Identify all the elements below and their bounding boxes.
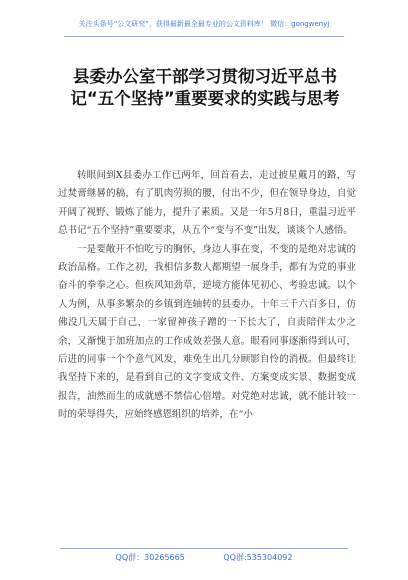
document-title: 县委办公室干部学习贯彻习近平总书记“五个坚持”重要要求的实践与思考	[70, 67, 340, 108]
footer-qq-group-2: QQ群:535304092	[223, 553, 293, 562]
header-divider	[64, 36, 344, 37]
footer-qq-group-1: QQ群：30265665	[115, 553, 185, 562]
paragraph: 一是要敞开不怕吃亏的胸怀，身边人事在变，不变的是绝对忠诚的政治品格。工作之初，我相信多数人都期望一展身手，都有为党的事业奋斗的拳拳之心。但疾风知劲草，逆境方能体见初心、考验忠诚。以个人为例，从事多繁杂的乡镇到连轴转的县委办，十年三千六百多日，仿佛没几天属于自己，一家留神孩子蹭的一下长大了，自责陪伴太少之余，又渐愧于加班加点的工作成效差强人意。眼看同事逐渐得到认可，后进的同事一个个意气风发，难免生出几分顾影自怜的消极。但最终让我坚持下来的，是看到自己的文字变成文件、方案变成实景、数据变成报告，油然而生的成就感不禁信心倍增。对党绝对忠诚，就不能计较一时的荣辱得失，应始终感恩组织的培养，在“小	[58, 243, 356, 421]
header-promo-note: 关注头条号“公文研究”，获得最新最全最专业的公文资料库！ 微信：gongwenyj	[78, 20, 330, 28]
paragraph: 转眼间到X县委办工作已两年，回首看去，走过披星戴月的路，写过焚膏继晷的稿，有了肌肉劳损的腰，付出不少，但在领导身边，自觉开阔了视野、锻炼了能力，提升了素质。又是一年5月8日，重温习近平总书记“五个坚持”重要要求，从五个“变与不变”出发，谈谈个人感悟。	[58, 170, 356, 237]
footer-contact	[0, 553, 408, 563]
document-body	[58, 167, 356, 425]
footer-divider	[60, 548, 348, 549]
